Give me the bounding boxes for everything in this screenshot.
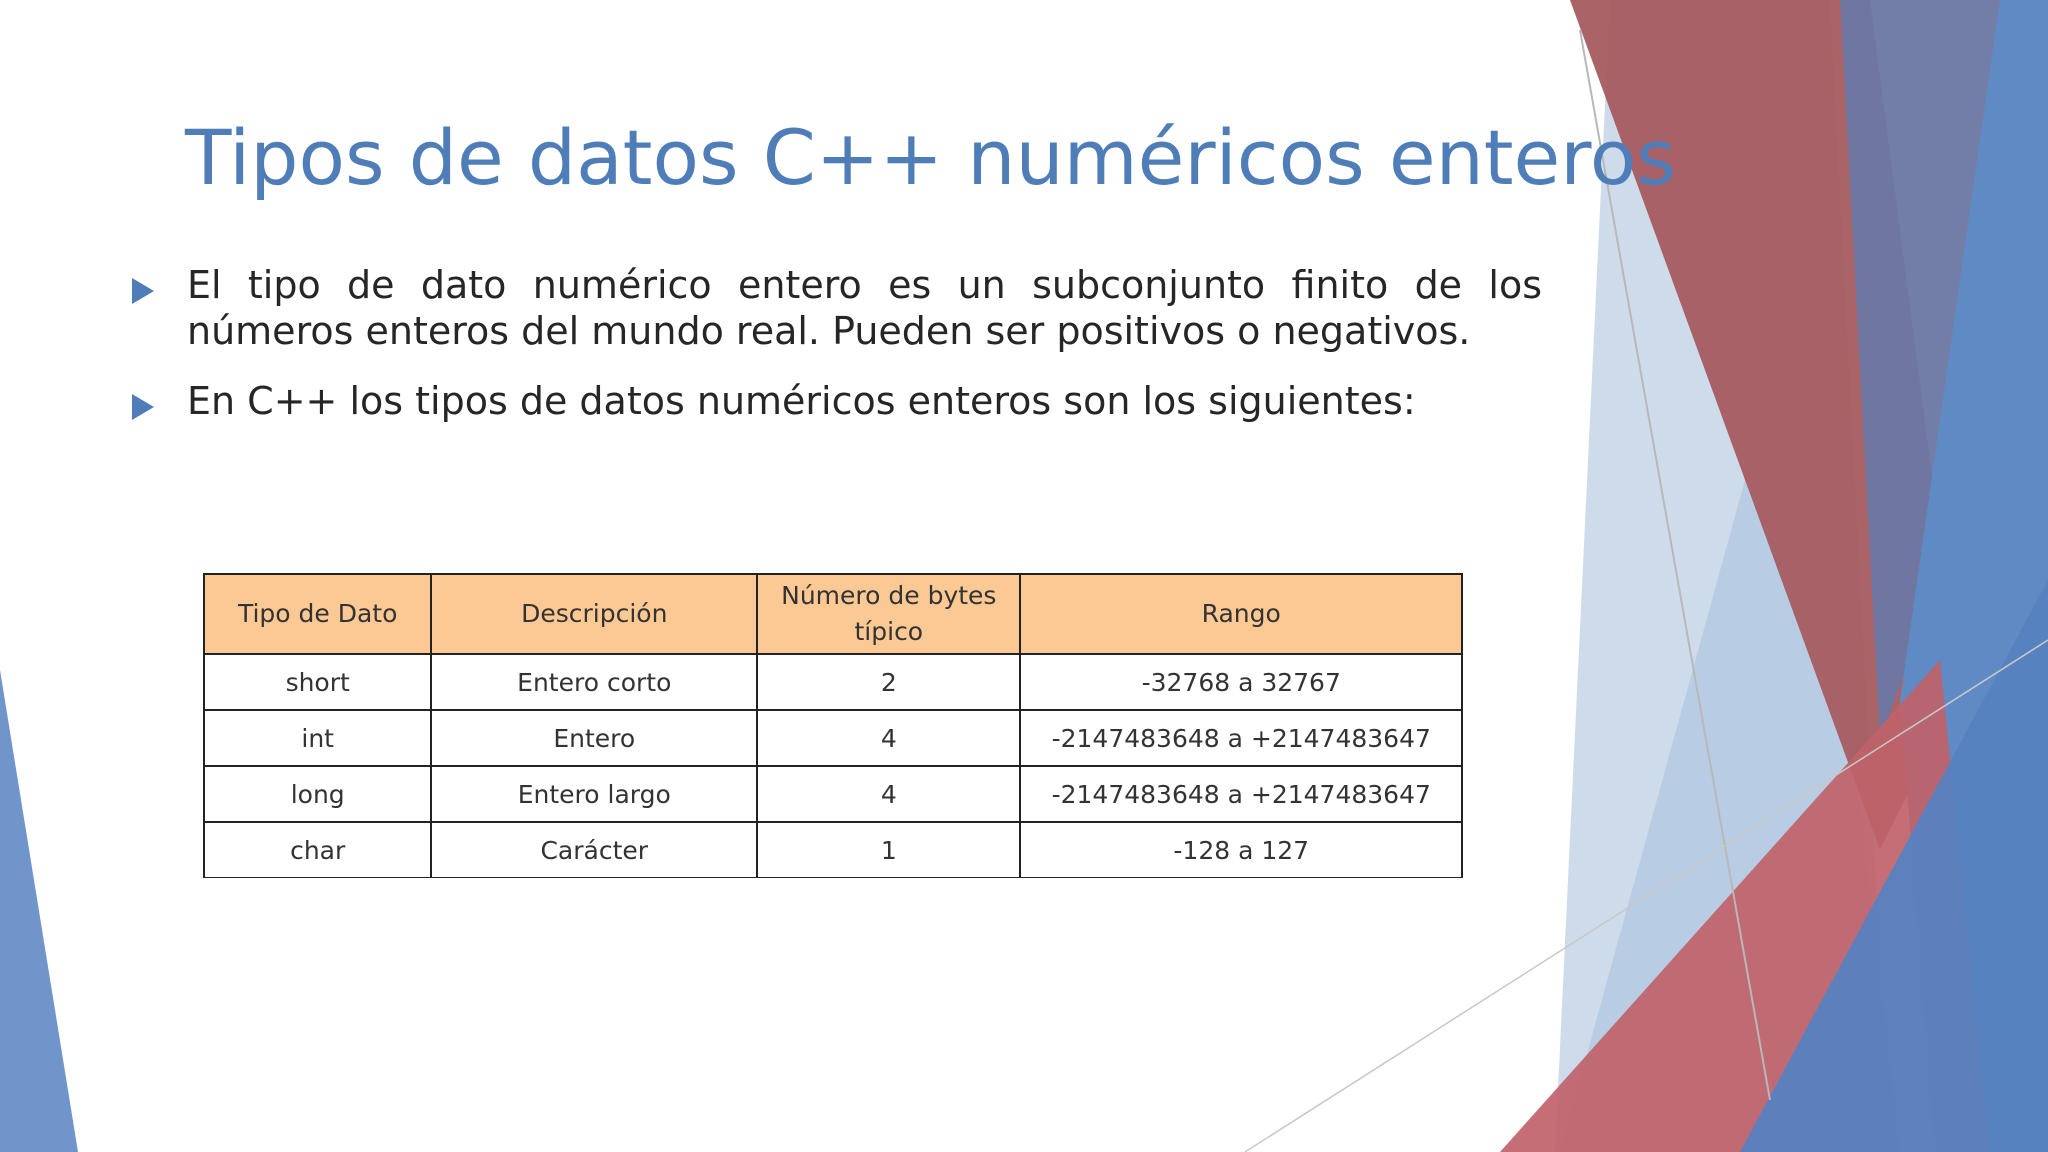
header-tipo-de-dato: Tipo de Dato <box>204 574 431 654</box>
cell-descripcion: Carácter <box>431 822 757 878</box>
table-row <box>204 822 1462 878</box>
data-types-table <box>203 573 1463 878</box>
bullet-item <box>130 262 1542 354</box>
triangle-right-icon <box>132 394 154 420</box>
header-descripcion: Descripción <box>431 574 757 654</box>
bullet-item <box>130 378 1542 424</box>
cell-bytes: 2 <box>757 654 1020 710</box>
cell-rango: -128 a 127 <box>1020 822 1462 878</box>
cell-bytes: 4 <box>757 766 1020 822</box>
header-rango: Rango <box>1020 574 1462 654</box>
cell-tipo: long <box>204 766 431 822</box>
cell-descripcion: Entero corto <box>431 654 757 710</box>
cell-bytes: 4 <box>757 710 1020 766</box>
bullet-list <box>130 262 1542 448</box>
cell-descripcion: Entero largo <box>431 766 757 822</box>
cell-tipo: short <box>204 654 431 710</box>
data-types-table-image <box>203 573 1463 878</box>
bullet-text: El tipo de dato numérico entero es un subconjunto finito de los números enteros del mundo real. Pueden ser positivos o negativos. <box>187 263 1542 353</box>
bullet-text: En C++ los tipos de datos numéricos enteros son los siguientes: <box>187 379 1416 423</box>
cell-rango: -2147483648 a +2147483647 <box>1020 766 1462 822</box>
cell-tipo: char <box>204 822 431 878</box>
table-row <box>204 766 1462 822</box>
slide-title: Tipos de datos C++ numéricos enteros <box>185 113 1676 202</box>
cell-rango: -2147483648 a +2147483647 <box>1020 710 1462 766</box>
cell-tipo: int <box>204 710 431 766</box>
cell-rango: -32768 a 32767 <box>1020 654 1462 710</box>
cell-descripcion: Entero <box>431 710 757 766</box>
table-header-row <box>204 574 1462 654</box>
table-row <box>204 710 1462 766</box>
triangle-right-icon <box>132 278 154 304</box>
left-blue-shape <box>0 670 78 1152</box>
cell-bytes: 1 <box>757 822 1020 878</box>
header-numero-bytes: Número de bytes típico <box>757 574 1020 654</box>
table-row <box>204 654 1462 710</box>
